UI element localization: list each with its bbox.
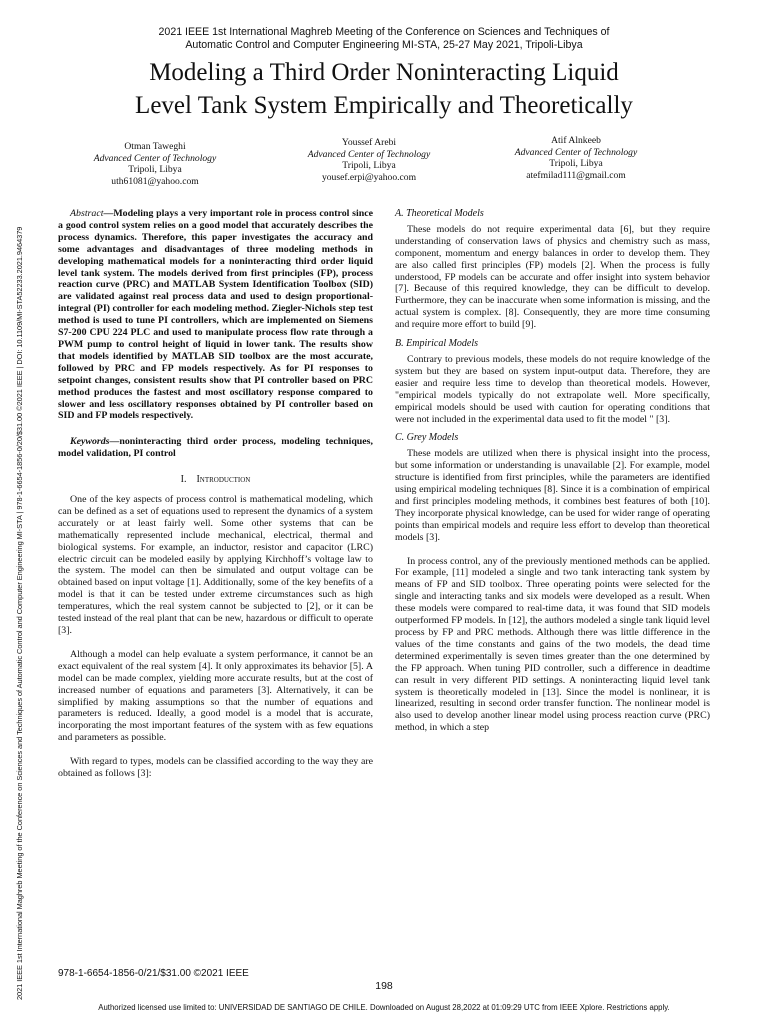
subsection-heading-grey: C. Grey Models xyxy=(395,432,459,444)
abstract-text: Modeling plays a very important role in process control since a good control system relies on a good model that accurately describes the process dynamics. Therefore, this paper investigates the accuracy and some advantages and disadvantages of three modeling methods in developing mathematical models for a noninteracting third order liquid level tank system. The models derived from first principles (FP), process reaction curve (PRC) and MATLAB System Identification Toolbox (SID) are validated against real process data and used to design proportional-integral (PI) controller for each modeling method. Ziegler-Nichols step test method is used to tune PI controllers, which are implemented on Siemens S7-200 CPU 224 PLC and used to manipulate process flow rate through a PWM pump to control height of liquid in lower tank. The results show that models identified by MATLAB SID toolbox are the most accurate, followed by PRC and FP models respectively. As for PI responses to setpoint changes, consistent results show that PI controller based on PRC method produces the fastest and most oscillatory response compared to slower and less oscillatory responses obtained by PI controller based on SID and FP models respectively. xyxy=(58,208,373,422)
author-email: uth61081@yahoo.com xyxy=(111,175,199,187)
side-citation-text: 2021 IEEE 1st International Maghreb Meeting of the Conference on Sciences and Techniques of Automatic Control and Computer Engineering MI-STA | 978-1-6654-1856-0/20/$31.00 ©2021 IEEE | DOI: 10.1109/MI-STA52233.2021.9464379 xyxy=(15,226,24,1000)
author-city: Tripoli, Libya xyxy=(342,160,396,171)
page-number: 198 xyxy=(375,980,393,992)
author-city: Tripoli, Libya xyxy=(549,158,603,169)
grey-paragraph-2: In process control, any of the previously mentioned methods can be applied. For example, [11] modeled a single and two tank interacting tank system by means of FP and SID toolbox. Three operating points were selected for the single and interacting tanks and six models were developed as a result. When these models were compared to real-time data, it was found that SID models outperformed FP models. In [12], the authors modeled a single tank liquid level process by FP and PRC methods. Although there was little difference in the values of the time constants and gains of the two models, the dead time determined experimentally is seven times greater than the one determined by the FP approach. When tuning PID controller, such a difference in deadtime can result in very different PID settings. A noninteracting liquid level tank system is theoretically modeled in [13]. Since the model is nonlinear, it is linearized, resulting in second order transfer function. The nonlinear model is also used to develop another linear model using process reaction curve (PRC) method, in which a step xyxy=(395,555,710,734)
keywords xyxy=(58,436,373,460)
keywords-label: Keywords— xyxy=(70,436,120,448)
intro-paragraph: Although a model can help evaluate a system performance, it cannot be an exact equivalent of the real system [4]. It only approximates its behavior [5]. A model can be made complex, yielding more accurate results, but at the cost of increased number of equations and parameters [3]. Alternatively, it can be simplified by making assumptions so that the number of equations and parameters is reduced. Ideally, a good model is a model that is accurate, incorporating the most important features of the system with as few equations and parameters as possible. xyxy=(58,648,373,744)
author-affiliation: Advanced Center of Technology xyxy=(93,152,217,164)
keywords-text: noninteracting third order process, modeling techniques, model validation, PI control xyxy=(58,436,373,460)
left-column xyxy=(58,208,373,780)
isbn-footer: 978-1-6654-1856-0/21/$31.00 ©2021 IEEE xyxy=(58,968,249,979)
license-notice: Authorized licensed use limited to: UNIVERSIDAD DE SANTIAGO DE CHILE. Downloaded on August 28,2022 at 01:09:29 UTC from IEEE Xplore. Restrictions apply. xyxy=(98,1003,670,1012)
author-block-2 xyxy=(254,137,484,183)
section-number: I. xyxy=(180,474,187,486)
theoretical-paragraph: These models do not require experimental data [6], but they require understanding of conservation laws of physics and chemistry such as mass, component, momentum and energy balances in order to develop them. They are also called first principles (FP) models [2]. When the process is fully understood, FP models can be accurate and offer insight into system behavior [7]. Because of this required knowledge, they can be difficult to develop. Furthermore, they can be inaccurate when some information is missing, and the actual system is complex. [8]. Consequently, they are more time consuming and require more effort to build [9]. xyxy=(395,223,710,331)
section-title: Introduction xyxy=(196,474,251,486)
intro-paragraph: One of the key aspects of process control is mathematical modeling, which can be defined as a set of equations used to represent the dynamics of a system accurately or at least fairly well. Some other systems that can be mathematically represented include mechanical, electrical, thermal and biological systems. For example, an inductor, resistor and capacitor (LRC) electric circuit can be modeled easily by applying Kirchhoff’s voltage law to the system. The model can then be simulated and output voltage can be obtained based on input voltage [1]. Additionally, some of the key benefits of a model is that it can be tested under extreme circumstances such as high temperatures, which the real system cannot be subjected to [2], or it can be tested instead of the real plant that can be new, hazardous or difficult to operate [3]. xyxy=(58,494,373,636)
conference-line-2: Automatic Control and Computer Engineering MI-STA, 25-27 May 2021, Tripoli-Libya xyxy=(185,39,583,51)
subsection-heading-empirical: B. Empirical Models xyxy=(395,338,479,350)
conference-line-1: 2021 IEEE 1st International Maghreb Meeting of the Conference on Sciences and Techniques of xyxy=(158,26,610,38)
author-email: atefmilad111@gmail.com xyxy=(526,169,626,181)
author-city: Tripoli, Libya xyxy=(128,164,182,175)
author-name: Atif Alnkeeb xyxy=(551,135,601,146)
author-block-3 xyxy=(461,135,691,181)
grey-paragraph: These models are utilized when there is physical insight into the process, but some information or understanding is unavailable [2]. For example, model structure is identified from first principles, while the parameters are identified using empirical modeling techniques [8]. Since it is a combination of empirical and first principles modeling methods, it combines best features of both [10]. They incorporate physical knowledge, can be used for wider range of operating points than empirical models and require less effort to develop than theoretical models [3]. xyxy=(395,448,710,543)
empirical-paragraph: Contrary to previous models, these models do not require knowledge of the system but they are based on system input-output data. Therefore, they are easier and require less time to develop than theoretical models. However, "empirical models typically do not extrapolate well. More specifically, empirical models should be used with caution for operating conditions that were not included in the experimental data used to fit the model " [3]. xyxy=(395,353,710,425)
author-name: Youssef Arebi xyxy=(341,137,397,148)
section-heading-introduction xyxy=(58,474,373,486)
title-line-2: Level Tank System Empirically and Theoretically xyxy=(135,92,633,119)
side-citation-strip xyxy=(0,0,30,1024)
author-email: yousef.erpi@yahoo.com xyxy=(321,171,417,183)
abstract xyxy=(58,208,373,422)
author-affiliation: Advanced Center of Technology xyxy=(514,146,638,158)
paper-title xyxy=(0,56,768,122)
abstract-label: Abstract xyxy=(70,208,104,219)
author-block-1 xyxy=(40,141,270,187)
subsection-heading-theoretical: A. Theoretical Models xyxy=(395,208,484,219)
abstract-dash: — xyxy=(103,208,114,219)
conference-header xyxy=(0,26,768,52)
right-column xyxy=(395,208,710,734)
intro-paragraph: With regard to types, models can be classified according to the way they are obtained as follows [3]: xyxy=(58,756,373,780)
title-line-1: Modeling a Third Order Noninteracting Liquid xyxy=(149,59,619,86)
author-affiliation: Advanced Center of Technology xyxy=(307,148,431,160)
author-name: Otman Taweghi xyxy=(124,141,186,152)
